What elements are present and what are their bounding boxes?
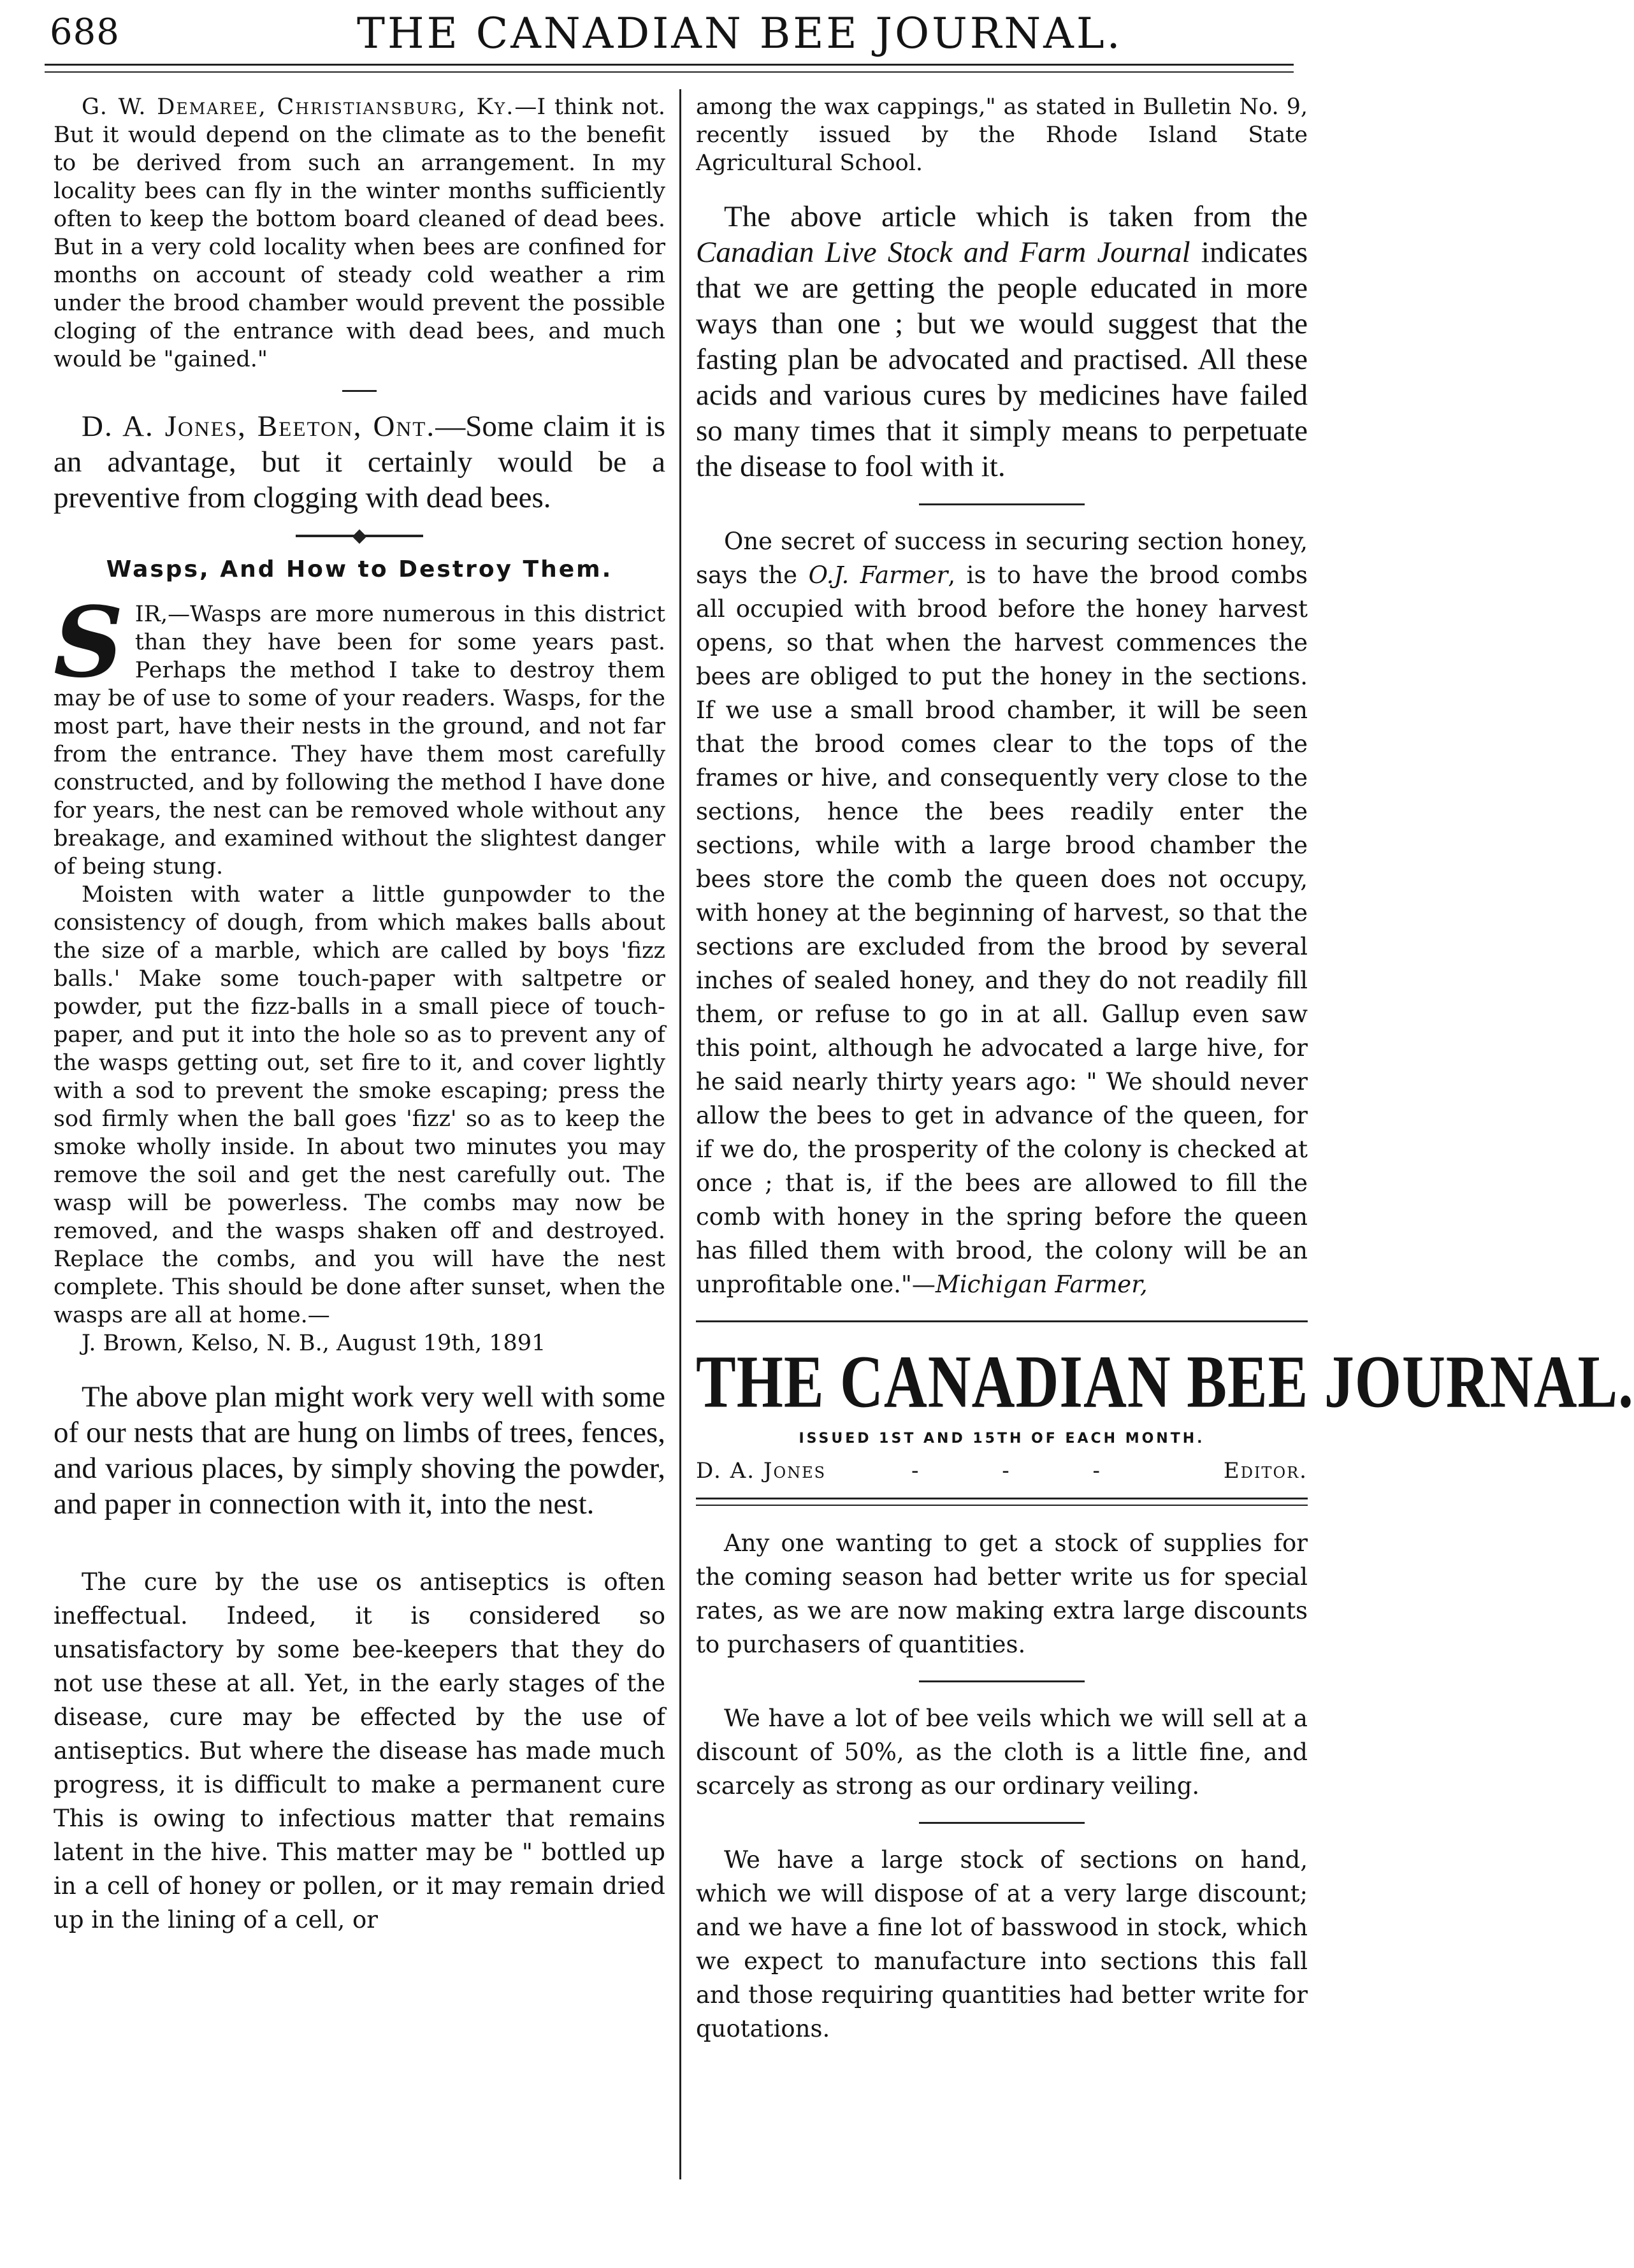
source-title: O.J. Farmer xyxy=(808,561,948,589)
notice-veils: We have a lot of bee veils which we will sell at a discount of 50%, as the cloth is a little fine, and scarcely as strong as our ordinary veiling. xyxy=(696,1705,1308,1800)
page-number: 688 xyxy=(50,11,120,53)
reply-text: —I think not. But it would depend on the climate as to the benefit to be derived from such an arrangement. In my locality bees can fly in the winter months sufficiently often to keep the bottom board cleaned of dead bees. But in a very cold locality when bees are confined for months on account of steady cold weather a rim under the brood chamber would prevent the possible cloging of the entrance with dead bees, and much would be "gained." xyxy=(54,94,665,372)
masthead-rule-thin xyxy=(696,1505,1308,1506)
secret-paragraph: One secret of success in securing section honey, says the O.J. Farmer, is to have the brood combs all occupied with brood before the honey harvest opens, so that when the harvest commences the bees are obliged to put the honey in the sections. If we use a small brood chamber, it will be seen that the brood comes clear to the tops of the frames or hive, and consequently very close to the sections, hence the bees readily enter the sections, while with a large brood chamber the bees store the comb the queen does not occupy, with honey at the beginning of harvest, so that the sections are excluded from the brood by several inches of sealed honey, and they do not readily fill them, or refuse to go in at all. Gallup even saw this point, although he advocated a large hive, for he said nearly thirty years ago: " We should never allow the bees to get in advance of the queen, for if we do, the prosperity of the colony is checked at once ; that is, if the bees are allowed to fill the comb with honey in the spring before the queen has filled them with brood, the colony will be an unprofitable one."—Michigan Farmer, xyxy=(696,528,1308,1298)
notice-supplies: Any one wanting to get a stock of supplies for the coming season had better write us for special rates, as we are now making extra large discounts to purchasers of quantities. xyxy=(696,1529,1308,1658)
leader-dashes: - - - xyxy=(911,1458,1139,1484)
editor-comment: The above plan might work very well with some of our nests that are hung on limbs of trees, fences, and various places, by simply shoving the powder, and paper in connection with it, into the nest. xyxy=(54,1380,665,1520)
right-column xyxy=(696,93,1634,2046)
separator-rule xyxy=(919,503,1085,505)
credit: Michigan Farmer, xyxy=(935,1271,1148,1298)
separator-rule xyxy=(919,1680,1085,1682)
continued-text: among the wax cappings," as stated in Bulletin No. 9, recently issued by the Rhode Island State Agricultural School. xyxy=(696,94,1308,176)
source-title: Canadian Live Stock and Farm Journal xyxy=(696,236,1190,269)
ornament-divider xyxy=(296,535,423,537)
reply-text: —Some claim it is an advantage, but it certainly would be a preventive from clogging with dead bees. xyxy=(54,410,665,514)
journal-masthead-title: THE CANADIAN BEE JOURNAL. xyxy=(696,1340,1634,1424)
article-heading: Wasps, And How to Destroy Them. xyxy=(106,556,613,582)
issued-line: ISSUED 1ST AND 15TH OF EACH MONTH. xyxy=(799,1431,1205,1447)
wasps-paragraph-2: Moisten with water a little gunpowder to the consistency of dough, from which makes balls about the size of a marble, which are called by boys 'fizz balls.' Make some touch-paper with saltpetre or powder, put the fizz-balls in a small piece of touch-paper, and put it into the hole so as to prevent any of the wasps getting out, set fire to it, and cover lightly with a sod to prevent the smoke escaping; press the sod firmly when the ball goes 'fizz' so as to keep the smoke wholly inside. In about two minutes you may remove the soil and get the nest carefully out. The wasp will be powerless. The combs may now be removed, and the wasps shaken off and destroyed. Replace the combs, and you will have the nest complete. This should be done after sunset, when the wasps are all at home.— xyxy=(54,882,665,1328)
jones-reply xyxy=(54,408,665,516)
left-column xyxy=(54,93,665,1937)
cure-paragraph: The cure by the use os antiseptics is often ineffectual. Indeed, it is considered so unsatisfactory by some bee-keepers that they do not use these at all. Yet, in the early stages of the disease, cure may be effected by the use of antiseptics. But where the disease has made much progress, it is difficult to make a permanent cure This is owing to infectious matter that remains latent in the hive. This matter may be " bottled up in a cell of honey or pollen, or it may remain dried up in the lining of a cell, or xyxy=(54,1568,665,1933)
separator-rule xyxy=(342,390,377,392)
wasps-signature: J. Brown, Kelso, N. B., August 19th, 1891 xyxy=(82,1331,546,1356)
separator-rule xyxy=(919,1822,1085,1824)
editorial-article: The above article which is taken from the Canadian Live Stock and Farm Journal indicates that we are getting the people educated in more ways than one ; but we would suggest that the fasting plan be advocated and practised. All these acids and various cures by medicines have failed so many times that it simply means to perpetuate the disease to fool with it. xyxy=(696,200,1308,483)
editor-label: Editor. xyxy=(1223,1458,1308,1484)
running-title: THE CANADIAN BEE JOURNAL. xyxy=(357,9,1123,58)
drop-cap: S xyxy=(54,585,124,699)
editor-line xyxy=(696,1458,1308,1484)
masthead-rule xyxy=(696,1320,1308,1322)
header-rule xyxy=(45,64,1294,66)
masthead-rule xyxy=(696,1498,1308,1499)
wasps-paragraph-1: SIR,—Wasps are more numerous in this district than they have been for some years past. Perhaps the method I take to destroy them may be of use to some of your readers. Wasps, for the most part, have their nests in the ground, and not far from the entrance. They have them most carefully constructed, and by following the method I have done for years, the nest can be removed whole without any breakage, and examined without the slightest danger of being stung. xyxy=(54,585,665,879)
notice-sections: We have a large stock of sections on hand, which we will dispose of at a very large discount; and we have a fine lot of basswood in stock, which we expect to manufacture into sections this fall and those requiring quantities had better write for quotations. xyxy=(696,1846,1308,2042)
column-divider xyxy=(679,89,681,2179)
author-name: D. A. Jones, Beeton, Ont. xyxy=(82,410,436,443)
demaree-reply xyxy=(54,93,665,373)
editor-name: D. A. Jones xyxy=(696,1458,827,1484)
header-rule-thin xyxy=(45,71,1294,73)
author-name: G. W. Demaree, Christiansburg, Ky. xyxy=(82,94,515,120)
